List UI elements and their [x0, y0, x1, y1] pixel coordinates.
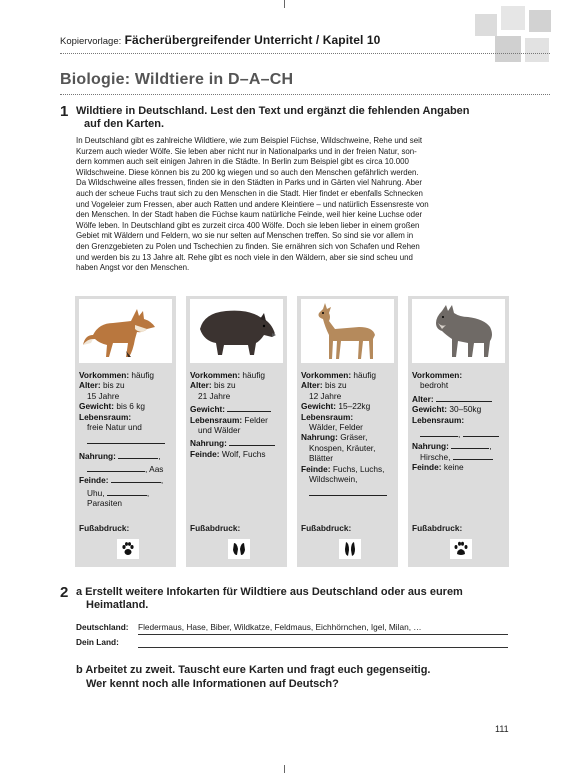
blank-line[interactable]: [87, 464, 145, 472]
task-heading: [76, 105, 470, 131]
field-value: Parasiten: [87, 498, 123, 509]
corner-decoration: [475, 6, 555, 70]
field-label: Alter:: [412, 393, 434, 404]
field-value: Blätter: [309, 453, 333, 464]
wolf-pawprint-icon: [450, 539, 472, 559]
card-wildschwein: [186, 296, 287, 567]
card-fuchs: [75, 296, 176, 567]
field-value: Wolf, Fuchs: [221, 448, 266, 459]
page-number: 111: [495, 724, 509, 734]
boar-hoofprint-icon: [228, 539, 250, 559]
divider: [60, 94, 550, 95]
fox-pawprint-icon: [117, 539, 139, 559]
text-line: Kurzem auch wieder Wölfe. Sie leben aber nicht nur in Nationalparks und in der freien Natur, son-: [76, 146, 417, 156]
blank-line[interactable]: [229, 438, 275, 446]
row-value: Fledermaus, Hase, Biber, Wildkatze, Feldmaus, Eichhörnchen, Igel, Milan, …: [138, 622, 422, 632]
field-value: Felder: [244, 414, 268, 425]
fill-row-dein-land: [76, 637, 138, 647]
header-title: Fächerübergreifender Unterricht / Kapitel 10: [124, 33, 381, 47]
field-value: bis zu: [102, 380, 125, 391]
field-label: Lebensraum:: [412, 414, 465, 425]
crop-mark: [284, 765, 285, 773]
field-value: 12 Jahre: [309, 390, 342, 401]
field-value: 15–22kg: [338, 401, 371, 412]
text-line: Da Wildschweine alles fressen, finden sie in den Städten in Parks und in Gärten viel Nahrung. Aber: [76, 178, 423, 188]
text-line: und werden bis zu 13 Jahre alt. Rehe gibt es noch viele in den Wäldern, aber sie sind scheu und: [76, 252, 413, 262]
fill-row-deutschland: [76, 622, 422, 632]
text-line: den Grenzgebieten zu Polen und Tschechien zu finden. Sie ernähren sich von Schafen und Rehen: [76, 241, 420, 251]
card-info: Vorkommen: bedroht Alter: Gewicht: 30–50kg Lebensraum: , Nahrung: , Hirsche, Feinde: keine: [412, 370, 507, 473]
text-line: In Deutschland gibt es zahlreiche Wildtiere, wie zum Beispiel Füchse, Wildschweine, Rehe und seit: [76, 136, 423, 145]
field-value: 15 Jahre: [87, 390, 120, 401]
field-value: Wälder, Felder: [309, 422, 363, 433]
footprint-label: Fußabdruck:: [190, 523, 241, 533]
field-label: Gewicht:: [412, 404, 448, 415]
header: [60, 33, 380, 47]
field-label: Alter:: [190, 380, 212, 391]
field-value: keine: [443, 462, 464, 473]
task-heading-line: Wildtiere in Deutschland. Lest den Text und ergänzt die fehlenden Angaben: [76, 105, 470, 117]
task-heading-line: auf den Karten.: [84, 118, 165, 130]
field-value: Hirsche,: [420, 451, 451, 462]
field-label: Vorkommen:: [79, 370, 130, 380]
field-value: bis 6 kg: [116, 401, 145, 412]
field-value: Uhu,: [87, 488, 105, 499]
card-info: [190, 370, 285, 459]
field-value: freie Natur und: [87, 422, 142, 433]
deer-hoofprint-icon: [339, 539, 361, 559]
text-line: haben Angst vor den Menschen.: [76, 263, 190, 273]
field-label: Alter:: [79, 380, 101, 391]
field-value: häufig: [353, 370, 377, 380]
field-label: Vorkommen:: [190, 370, 241, 380]
answer-line[interactable]: [138, 634, 508, 635]
footprint-label: Fußabdruck:: [79, 523, 130, 533]
text-line: auch der scheue Fuchs traut sich zu den Menschen in die Stadt. Hier findet er ebenfalls Schnecken: [76, 188, 423, 198]
card-wolf: [408, 296, 509, 567]
task-heading-line: Heimatland.: [86, 599, 149, 611]
blank-line[interactable]: [451, 441, 489, 449]
text-line: und Vogeleier zum Fressen, aber auch Ratten und andere Kleintiere – und natürlich Essensreste von: [76, 199, 429, 209]
field-value: und Wälder: [198, 425, 241, 436]
field-value: bis zu: [324, 380, 347, 391]
task-number: 2: [60, 584, 69, 601]
field-value: häufig: [131, 370, 155, 380]
header-label: Kopiervorlage:: [60, 36, 122, 47]
blank-line[interactable]: [436, 394, 492, 402]
crop-mark: [284, 0, 285, 8]
field-label: Nahrung:: [190, 438, 227, 449]
field-label: Gewicht:: [190, 404, 226, 415]
field-label: Nahrung:: [79, 450, 116, 461]
row-label: Deutschland:: [76, 622, 129, 632]
text-line: Wölfe leben. In Deutschland gibt es zurzeit circa 400 Wölfe. Doch sie leben lieber in einem großen: [76, 220, 420, 230]
blank-line[interactable]: [309, 488, 387, 496]
field-value: Gräser,: [340, 432, 368, 443]
field-label: Lebensraum:: [301, 411, 354, 422]
field-label: Feinde:: [79, 474, 109, 485]
task-heading: [76, 663, 431, 691]
answer-line[interactable]: [138, 647, 508, 648]
task-heading-line: b Arbeitet zu zweit. Tauscht eure Karten und fragt euch gegenseitig.: [76, 664, 431, 676]
card-info: [301, 370, 396, 499]
field-label: Feinde:: [301, 463, 331, 474]
task-heading: [76, 586, 463, 612]
field-label: Vorkommen:: [301, 370, 352, 380]
task-heading-line: a Erstellt weitere Infokarten für Wildtiere aus Deutschland oder aus eurem: [76, 586, 463, 598]
blank-line[interactable]: [453, 452, 493, 460]
field-value: bedroht: [420, 380, 449, 391]
field-label: Gewicht:: [301, 401, 337, 412]
text-line: dern kommen auch seit einigen Jahren in die Städte. In Berlin zum Beispiel gibt es circa 10.000: [76, 157, 409, 167]
field-label: Feinde:: [190, 448, 220, 459]
blank-line[interactable]: [87, 436, 165, 444]
field-value: Aas: [149, 464, 164, 475]
blank-line[interactable]: [111, 475, 161, 483]
footprint-label: Fußabdruck:: [301, 523, 352, 533]
blank-line[interactable]: [420, 429, 458, 437]
field-value: 21 Jahre: [198, 390, 231, 401]
text-line: den Menschen. In der Stadt haben die Füchse kaum natürliche Feinde, weil hier keine Luchse oder: [76, 210, 423, 220]
fox-photo: [79, 299, 172, 363]
footprint-label: Fußabdruck:: [412, 523, 463, 533]
deer-photo: [301, 299, 394, 363]
card-info: Vorkommen: häufig Alter: bis zu 15 Jahre Gewicht: bis 6 kg Lebensraum: freie Natur und Nahrung: , , Aas Feinde: , Uhu, , Parasiten: [79, 370, 174, 509]
field-label: Alter:: [301, 380, 323, 391]
field-value: Fuchs, Luchs,: [332, 463, 385, 474]
section-title: Biologie: Wildtiere in D–A–CH: [60, 71, 294, 88]
wild-boar-photo: [190, 299, 283, 363]
animal-cards: [75, 296, 507, 567]
field-value: 30–50kg: [449, 404, 482, 415]
field-value: häufig: [242, 370, 266, 380]
field-label: Gewicht:: [79, 401, 115, 412]
task-number: 1: [60, 103, 69, 120]
wolf-photo: [412, 299, 505, 363]
field-label: Lebensraum:: [190, 414, 243, 425]
blank-line[interactable]: [107, 488, 147, 496]
card-reh: [297, 296, 398, 567]
field-label: Feinde:: [412, 462, 442, 473]
field-value: Wildschwein,: [309, 474, 358, 485]
field-label: Nahrung:: [301, 432, 338, 443]
blank-line[interactable]: [463, 429, 499, 437]
field-value: Knospen, Kräuter,: [309, 442, 376, 453]
blank-line[interactable]: [118, 451, 158, 459]
text-line: Gebiet mit Wäldern und Feldern, wo sie nur selten auf Menschen treffen. So sind sie vor allem in: [76, 231, 414, 241]
field-label: Nahrung:: [412, 441, 449, 452]
text-line: Wildschweine. Diese können bis zu 200 kg wiegen und so auch den Menschen gefährlich werden.: [76, 167, 419, 177]
task-heading-line: Wer kennt noch alle Informationen auf Deutsch?: [86, 678, 339, 690]
field-label: Vorkommen:: [412, 370, 463, 380]
blank-line[interactable]: [227, 404, 271, 412]
divider: [60, 53, 550, 54]
field-value: bis zu: [213, 380, 236, 391]
field-label: Lebensraum:: [79, 411, 132, 422]
row-label: Dein Land:: [76, 637, 119, 647]
reading-text: [76, 136, 518, 274]
